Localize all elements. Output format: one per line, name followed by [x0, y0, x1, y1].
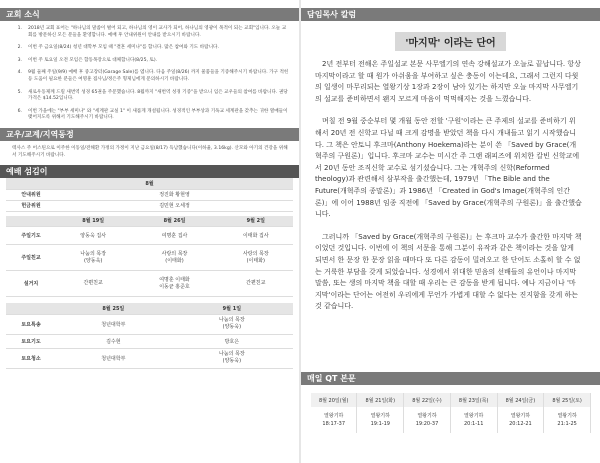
saturday-prayer-row	[6, 334, 293, 348]
sunday-date: 8월 26일	[130, 216, 218, 227]
qt-passage	[311, 407, 357, 433]
duty-cell: 이태화 집사	[219, 227, 293, 245]
duty-table-saturday	[6, 303, 293, 369]
news-item-text: 이번 주 토요일 오전 모임은 합동목장으로 대체합니다(8/25, 토).	[28, 57, 158, 63]
news-item	[8, 58, 289, 65]
news-item-text: 이번 가을에는 "부부 세미나" 와 "세계관 교실 1" 이 새롭게 개설됩니다. 성경적인 부부상과 기독교 세계관을 갖추는 귀한 열매들이 맺어지도록 위해서 기도해주시기 바랍니다.	[28, 108, 288, 121]
news-item	[8, 90, 289, 103]
news-item-number: 6.	[17, 108, 22, 114]
offering-value: 김민현 오세정	[56, 200, 293, 211]
qt-verse: 18:17-37	[322, 421, 345, 427]
guide-label: 안내위원	[6, 189, 56, 200]
duty-cell: 간편친교	[219, 271, 293, 297]
pastor-column-header: 담임목사 칼럼	[301, 8, 600, 21]
news-item-text: 9월 둘째 주일(9/9) 예배 후 중고장터(Garage Sale)를 엽니다. 다음 주일(8/26) 까지 물품들을 기증해주시기 바랍니다. 가구 적힌 등 도움이 필요한 분들은 여명훈 집사님/정은주 형제님에게 문의하시기 바랍니다.	[28, 70, 289, 82]
row-label: 주일친교	[6, 245, 56, 271]
news-item	[8, 26, 289, 39]
qt-book: 열왕기하	[557, 413, 577, 419]
sunday-prayer-row	[6, 227, 293, 245]
column-title	[301, 21, 600, 59]
duty-offering-row	[6, 200, 293, 211]
column-paragraph: 2년 전부터 전해온 주일설교 본문 사무엘기의 연속 강해설교가 오늘로 끝납니다. 항상 마지막이라고 할 때 원가 아쉬움을 부여하고 싶은 충동이 이는데요, 그래서 그런지 다윗의 일생이 마무리되는 열왕기상 1장과 2장이 남아 있기는 하지만 오늘 마지막 사무엘기의 설교를 준비하면서 왠지 모르게 마음이 먹먹해지는 것을 느꼈습니다.	[315, 60, 581, 103]
qt-section	[301, 372, 600, 433]
qt-date: 8월 21일(화)	[357, 393, 404, 407]
column-paragraph: 그러니까 「Saved by Grace(개혁주의 구원론)」는 후크마 교수가 출간한 마지막 책이었던 것입니다. 이번에 이 책의 서문을 통해 그분이 유작과 같은 책이라는 것을 알게 되면서 한 문장 한 문장 읽을 때마다 또 다른 감동이 밀려오고 한 단어도 소홀히 할 수 없는 거룩한 부담을 갖게 되었습니다. 성경에서 위대한 믿음의 선배들의 유언이나 마지막 말씀, 또는 생의 마지막 책을 대할 때 우리는 큰 감동을 받게 됩니다. 예나 지금이나 '마지막'이라는 단어는 여전히 우리에게 무언가 가볍게 대할 수 없다는 진지함을 갖게 하는 것 같습니다.	[315, 232, 582, 311]
duty-guide-row	[6, 189, 293, 200]
qt-verse: 20:12-21	[509, 421, 532, 427]
qt-date: 8월 20일(월)	[311, 393, 357, 407]
news-item	[8, 70, 289, 83]
qt-verse: 19:1-19	[370, 421, 390, 427]
duty-header: 예배 섬김이	[0, 165, 299, 178]
row-label: 토요특송	[6, 314, 56, 334]
duty-cell: 간편친교	[56, 271, 130, 297]
left-page	[0, 0, 299, 463]
right-page	[301, 0, 600, 463]
news-item-number: 3.	[17, 57, 22, 63]
duty-cell: 양동욱 집사	[56, 227, 130, 245]
duty-table-sunday	[6, 178, 293, 297]
sunday-dishwash-row	[6, 271, 293, 297]
duty-cell: 방호은	[171, 334, 293, 348]
qt-date: 8월 24일(금)	[497, 393, 544, 407]
saturday-date: 8월 25일	[56, 303, 171, 314]
news-item	[8, 109, 289, 122]
news-item	[8, 45, 289, 52]
saturday-dates-row	[6, 303, 293, 314]
qt-date-row	[311, 393, 591, 407]
qt-book: 열왕기하	[370, 413, 390, 419]
column-body	[301, 59, 600, 313]
news-item-number: 5.	[17, 89, 22, 95]
saturday-date: 9월 1일	[171, 303, 293, 314]
news-item-number: 4.	[17, 70, 22, 76]
duty-cell: 사랑의 목장 (이태화)	[219, 245, 293, 271]
duty-cell: 청년대학부	[56, 348, 171, 368]
qt-passage	[404, 407, 451, 433]
row-label: 주일기도	[6, 227, 56, 245]
column-paragraph: 며칠 전 9월 중순부터 몇 개월 동안 전할 '구원'이라는 큰 주제의 설교를 준비하기 위해서 20년 전 신학교 다닐 때 크게 감명을 받았던 책을 다시 개내들고 읽기 시작했습니다. 그 책은 안토니 후크마(Anthony Hoekema)라는 분이 쓴 「Saved by Grace(개혁주의 구원론)」입니다. 후크마 교수는 미시간 주 그랜 래피즈에 위치한 칼빈 신학교에서 20년 동안 조직신학 교수로 섬기셨습니다. 그는 개혁주의 신학(Reformed theology)과 관련해서 삼부작을 출간했는데, 1979년 「The Bible and the Future(개혁주의 종말론)」과 1986년 「Created in God's Image(개혁주의 인간론)」에 이어 1988년 임종 직전에 「Saved by Grace(개혁주의 구원론)」을 출간했습니다.	[315, 117, 582, 219]
duty-cell: 청년대학부	[56, 314, 171, 334]
qt-book: 열왕기하	[417, 413, 437, 419]
duty-cell: 나눔의 목장 (양동욱)	[171, 348, 293, 368]
qt-passage	[497, 407, 544, 433]
row-label: 설거지	[6, 271, 56, 297]
row-label: 토요청소	[6, 348, 56, 368]
church-news-list	[0, 21, 299, 122]
saturday-special-row	[6, 314, 293, 334]
qt-date: 8월 25일(토)	[544, 393, 591, 407]
qt-date: 8월 23일(목)	[450, 393, 497, 407]
sunday-fellowship-row	[6, 245, 293, 271]
news-item-text: 2018년 교회 표어는 "하나님의 말씀이 벌어 되고, 하나님의 영이 교사가 되어, 하나님의 영광이 목적이 되는 교회"입니다. 오늘 교회를 방문하신 모든 분들을 환영합니다. 예배 후 안내위원이 안내를 받으시기 바랍니다.	[28, 26, 287, 38]
sunday-dates-row	[6, 216, 293, 227]
mission-text: 텍사스 주 어스틴으로 이주한 이동일/전해환 가정의 가정이 지난 금요일(8/17) 득남했습니다(이하율, 3.16kg). 산모와 아기의 건강을 위해서 기도해주시기 바랍니다.	[12, 145, 288, 158]
row-label: 토요기도	[6, 334, 56, 348]
news-item-text: 새로우동제께 드릴 새번역 성경 65권을 주문했습니다. 8월까지 "새번역 성경 기증"을 받으니 임은 교우들의 참여를 바랍니다. 권당 가격은 $14.52입니다.	[28, 89, 288, 102]
guide-value: 정진화 황현영	[56, 189, 293, 200]
qt-book: 열왕기하	[324, 413, 344, 419]
duty-cell: 나눔의 목장 (양동욱)	[56, 245, 130, 271]
duty-cell: 여명훈 이태화 이동균 홍준호	[130, 271, 218, 297]
news-item-number: 2.	[17, 45, 22, 51]
qt-date: 8월 22일(수)	[404, 393, 451, 407]
qt-passage	[544, 407, 591, 433]
qt-header: 매일 QT 본문	[301, 372, 600, 385]
church-news-header: 교회 소식	[0, 8, 299, 21]
qt-verse: 21:1-25	[557, 421, 577, 427]
qt-book: 열왕기하	[510, 413, 531, 419]
qt-verse-row	[311, 407, 591, 433]
news-item-number: 1.	[17, 26, 22, 31]
qt-verse: 20:1-11	[463, 421, 484, 427]
offering-label: 헌금위원	[6, 200, 56, 211]
qt-table	[311, 393, 591, 433]
sunday-date: 8월 19일	[56, 216, 130, 227]
duty-cell: 김수현	[56, 334, 171, 348]
qt-book: 열왕기하	[464, 413, 484, 419]
duty-cell: 여명훈 집사	[130, 227, 218, 245]
sunday-date: 9월 2일	[219, 216, 293, 227]
column-title-text: '마지막' 이라는 단어	[395, 32, 505, 51]
qt-verse: 19:20-37	[415, 421, 439, 427]
duty-cell: 사랑의 목장 (이태화)	[130, 245, 218, 271]
qt-passage	[357, 407, 404, 433]
mission-header: 교우/교계/지역동정	[0, 128, 299, 141]
news-item-text: 이번 주 금요일(8/24) 청년 대학부 모임 때 "결혼 세미나"를 합니다. 많은 참여와 기도 바랍니다.	[28, 45, 219, 51]
qt-passage	[450, 407, 497, 433]
duty-month: 8월	[6, 178, 293, 189]
saturday-cleaning-row	[6, 348, 293, 368]
duty-month-row	[6, 178, 293, 189]
duty-cell: 나눔의 목장 (양동욱)	[171, 314, 293, 334]
